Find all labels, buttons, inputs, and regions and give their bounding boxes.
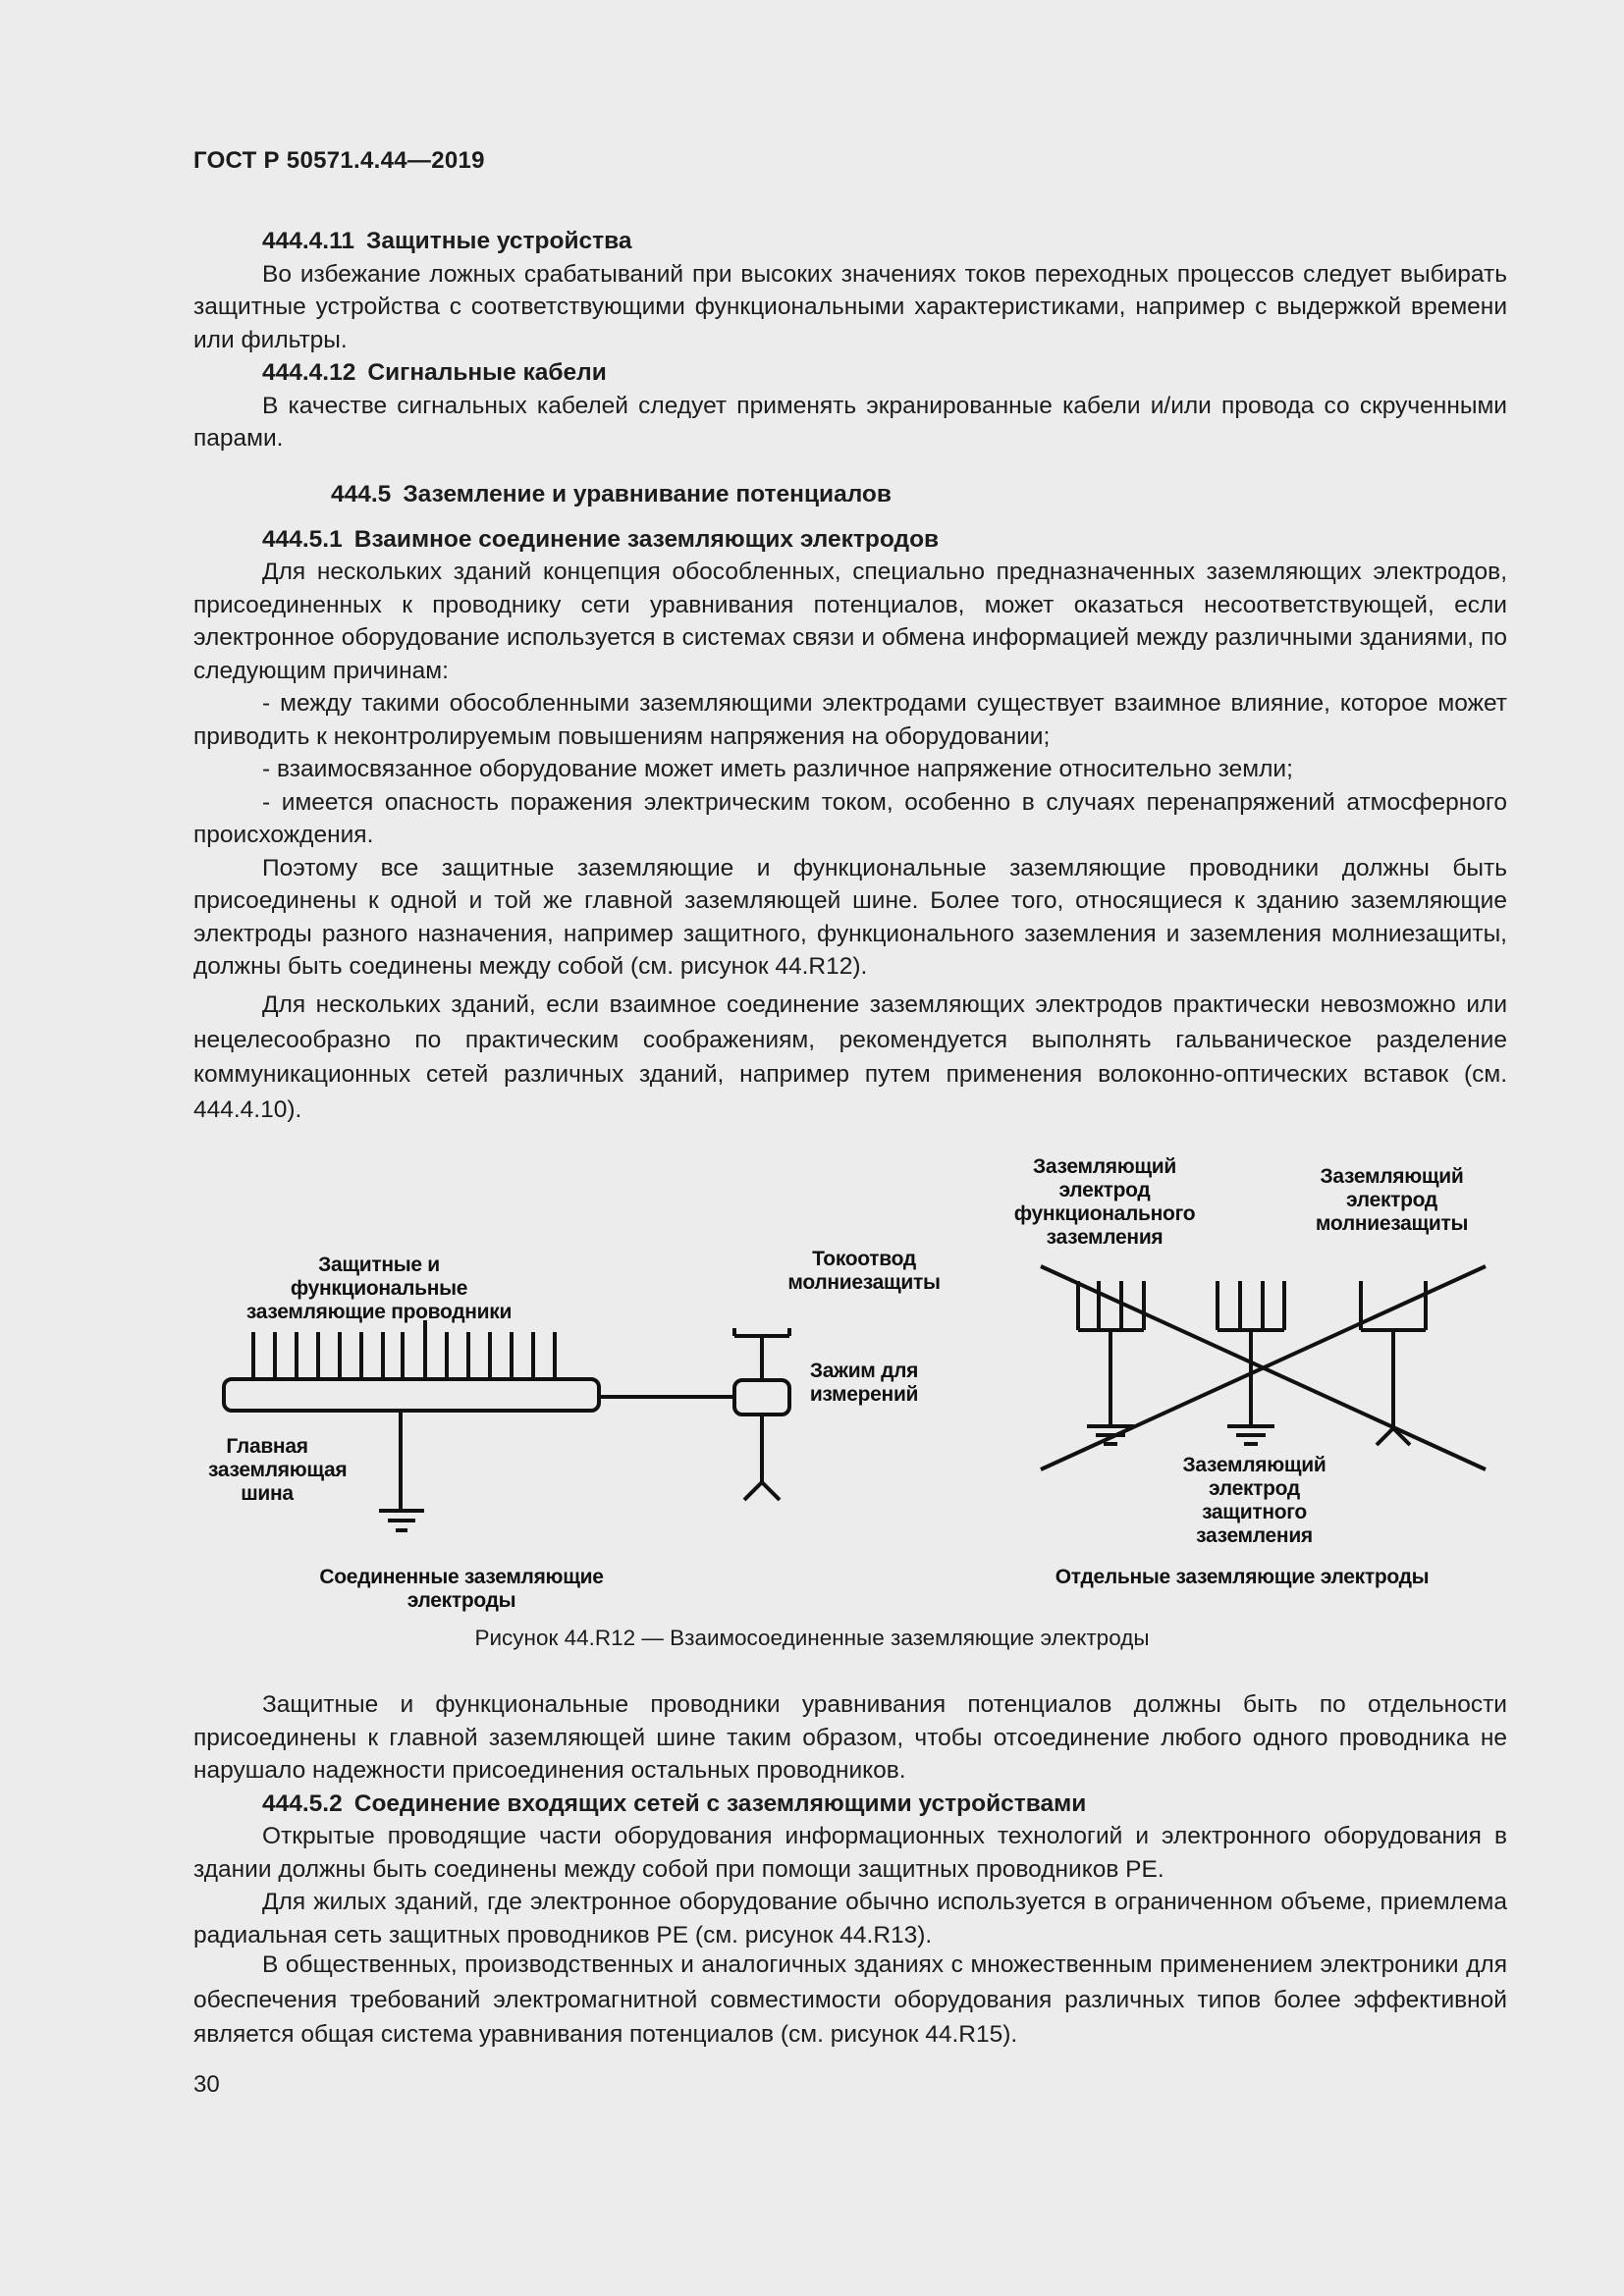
- paragraph: Для нескольких зданий концепция обособленных, специально предназначенных заземляющих электродов, присоединенных к проводнику сети уравнивания потенциалов, может оказаться несоответствующей, если электронное оборудование используется в системах связи и обмена информацией между различными зданиями, по следующим причинам:: [193, 559, 1507, 684]
- main-bus-bar: [224, 1379, 599, 1411]
- heading-444-4-12: 444.4.12 Сигнальные кабели: [262, 359, 607, 386]
- measurement-clamp: [734, 1380, 789, 1415]
- paragraph: Открытые проводящие части оборудования информационных технологий и электронного оборудования в здании должны быть соединены между собой при помощи защитных проводников PE.: [193, 1823, 1507, 1883]
- heading-444-5-2: 444.5.2 Соединение входящих сетей с заземляющими устройствами: [262, 1789, 1087, 1817]
- label-left-caption: Соединенные заземляющие электроды: [319, 1566, 604, 1612]
- label-down-conductor: Токоотвод молниезащиты: [787, 1248, 941, 1294]
- figure-caption: Рисунок 44.R12 — Взаимосоединенные заземляющие электроды: [474, 1626, 1150, 1650]
- standard-code: ГОСТ Р 50571.4.44—2019: [193, 147, 485, 174]
- label-functional-electrode: Заземляющий электрод функционального заземления: [1013, 1155, 1196, 1249]
- list-item: - имеется опасность поражения электрическим током, особенно в случаях перенапряжений атмосферного происхождения.: [193, 788, 1507, 848]
- label-protective-electrode: Заземляющий электрод защитного заземления: [1182, 1454, 1326, 1547]
- paragraph: Для нескольких зданий, если взаимное соединение заземляющих электродов практически невозможно или нецелесообразно по практическим соображениям, рекомендуется выполнять гальваническое разделение коммуникационных сетей различных зданий, например путем применения волоконно-оптических вставок (см. 444.4.10).: [193, 991, 1507, 1123]
- paragraph: Для жилых зданий, где электронное оборудование обычно используется в ограниченном объеме, приемлема радиальная сеть защитных проводников PE (см. рисунок 44.R13).: [193, 1889, 1507, 1949]
- paragraph: В общественных, производственных и аналогичных зданиях с множественным применением электроники для обеспечения требований электромагнитной совместимости оборудования различных типов более эффективной является общая система уравнивания потенциалов (см. рисунок 44.R15).: [193, 1951, 1507, 2048]
- list-item: - между такими обособленными заземляющими электродами существует взаимное влияние, которое может приводить к неконтролируемым повышениям напряжения на оборудовании;: [193, 690, 1507, 750]
- section-block-444-5: [193, 478, 1507, 984]
- heading-444-5-1: 444.5.1 Взаимное соединение заземляющих электродов: [262, 525, 940, 553]
- section-block-444-5-1-cont: [193, 988, 1507, 1127]
- paragraph: В качестве сигнальных кабелей следует применять экранированные кабели и/или провода со скрученными парами.: [193, 392, 1507, 452]
- label-conductors: Защитные и функциональные заземляющие проводники: [245, 1254, 513, 1323]
- page-number: 30: [193, 2071, 220, 2098]
- label-clamp: Зажим для измерений: [809, 1360, 919, 1406]
- section-block-444-4: [193, 225, 1507, 455]
- heading-444-4-11: 444.4.11 Защитные устройства: [262, 228, 632, 254]
- paragraph: Во избежание ложных срабатываний при высоких значениях токов переходных процессов следует выбирать защитные устройства с соответствующими функциональными характеристиками, например с выдержкой времени или фильтры.: [193, 260, 1507, 353]
- list-item: - взаимосвязанное оборудование может иметь различное напряжение относительно земли;: [262, 756, 1293, 782]
- label-lightning-electrode: Заземляющий электрод молниезащиты: [1315, 1165, 1469, 1235]
- section-block-444-5-2: [193, 1688, 1507, 1951]
- section-block-444-5-2-cont: [193, 1948, 1507, 2053]
- paragraph: Защитные и функциональные проводники уравнивания потенциалов должны быть по отдельности присоединены к главной заземляющей шине таким образом, чтобы отсоединение любого одного проводника не нарушало надежности присоединения остальных проводников.: [193, 1691, 1507, 1784]
- label-main-bus: Главная заземляющая шина: [208, 1435, 348, 1505]
- label-right-caption: Отдельные заземляющие электроды: [1055, 1566, 1430, 1588]
- paragraph: Поэтому все защитные заземляющие и функциональные заземляющие проводники должны быть присоединены к одной и той же главной заземляющей шине. Более того, относящиеся к зданию заземляющие электроды разного назначения, например защитного, функционального заземления и заземления молниезащиты, должны быть соединены между собой (см. рисунок 44.R12).: [193, 854, 1507, 980]
- heading-444-5: 444.5 Заземление и уравнивание потенциалов: [331, 481, 892, 507]
- figure-44-R12: [187, 1144, 1502, 1612]
